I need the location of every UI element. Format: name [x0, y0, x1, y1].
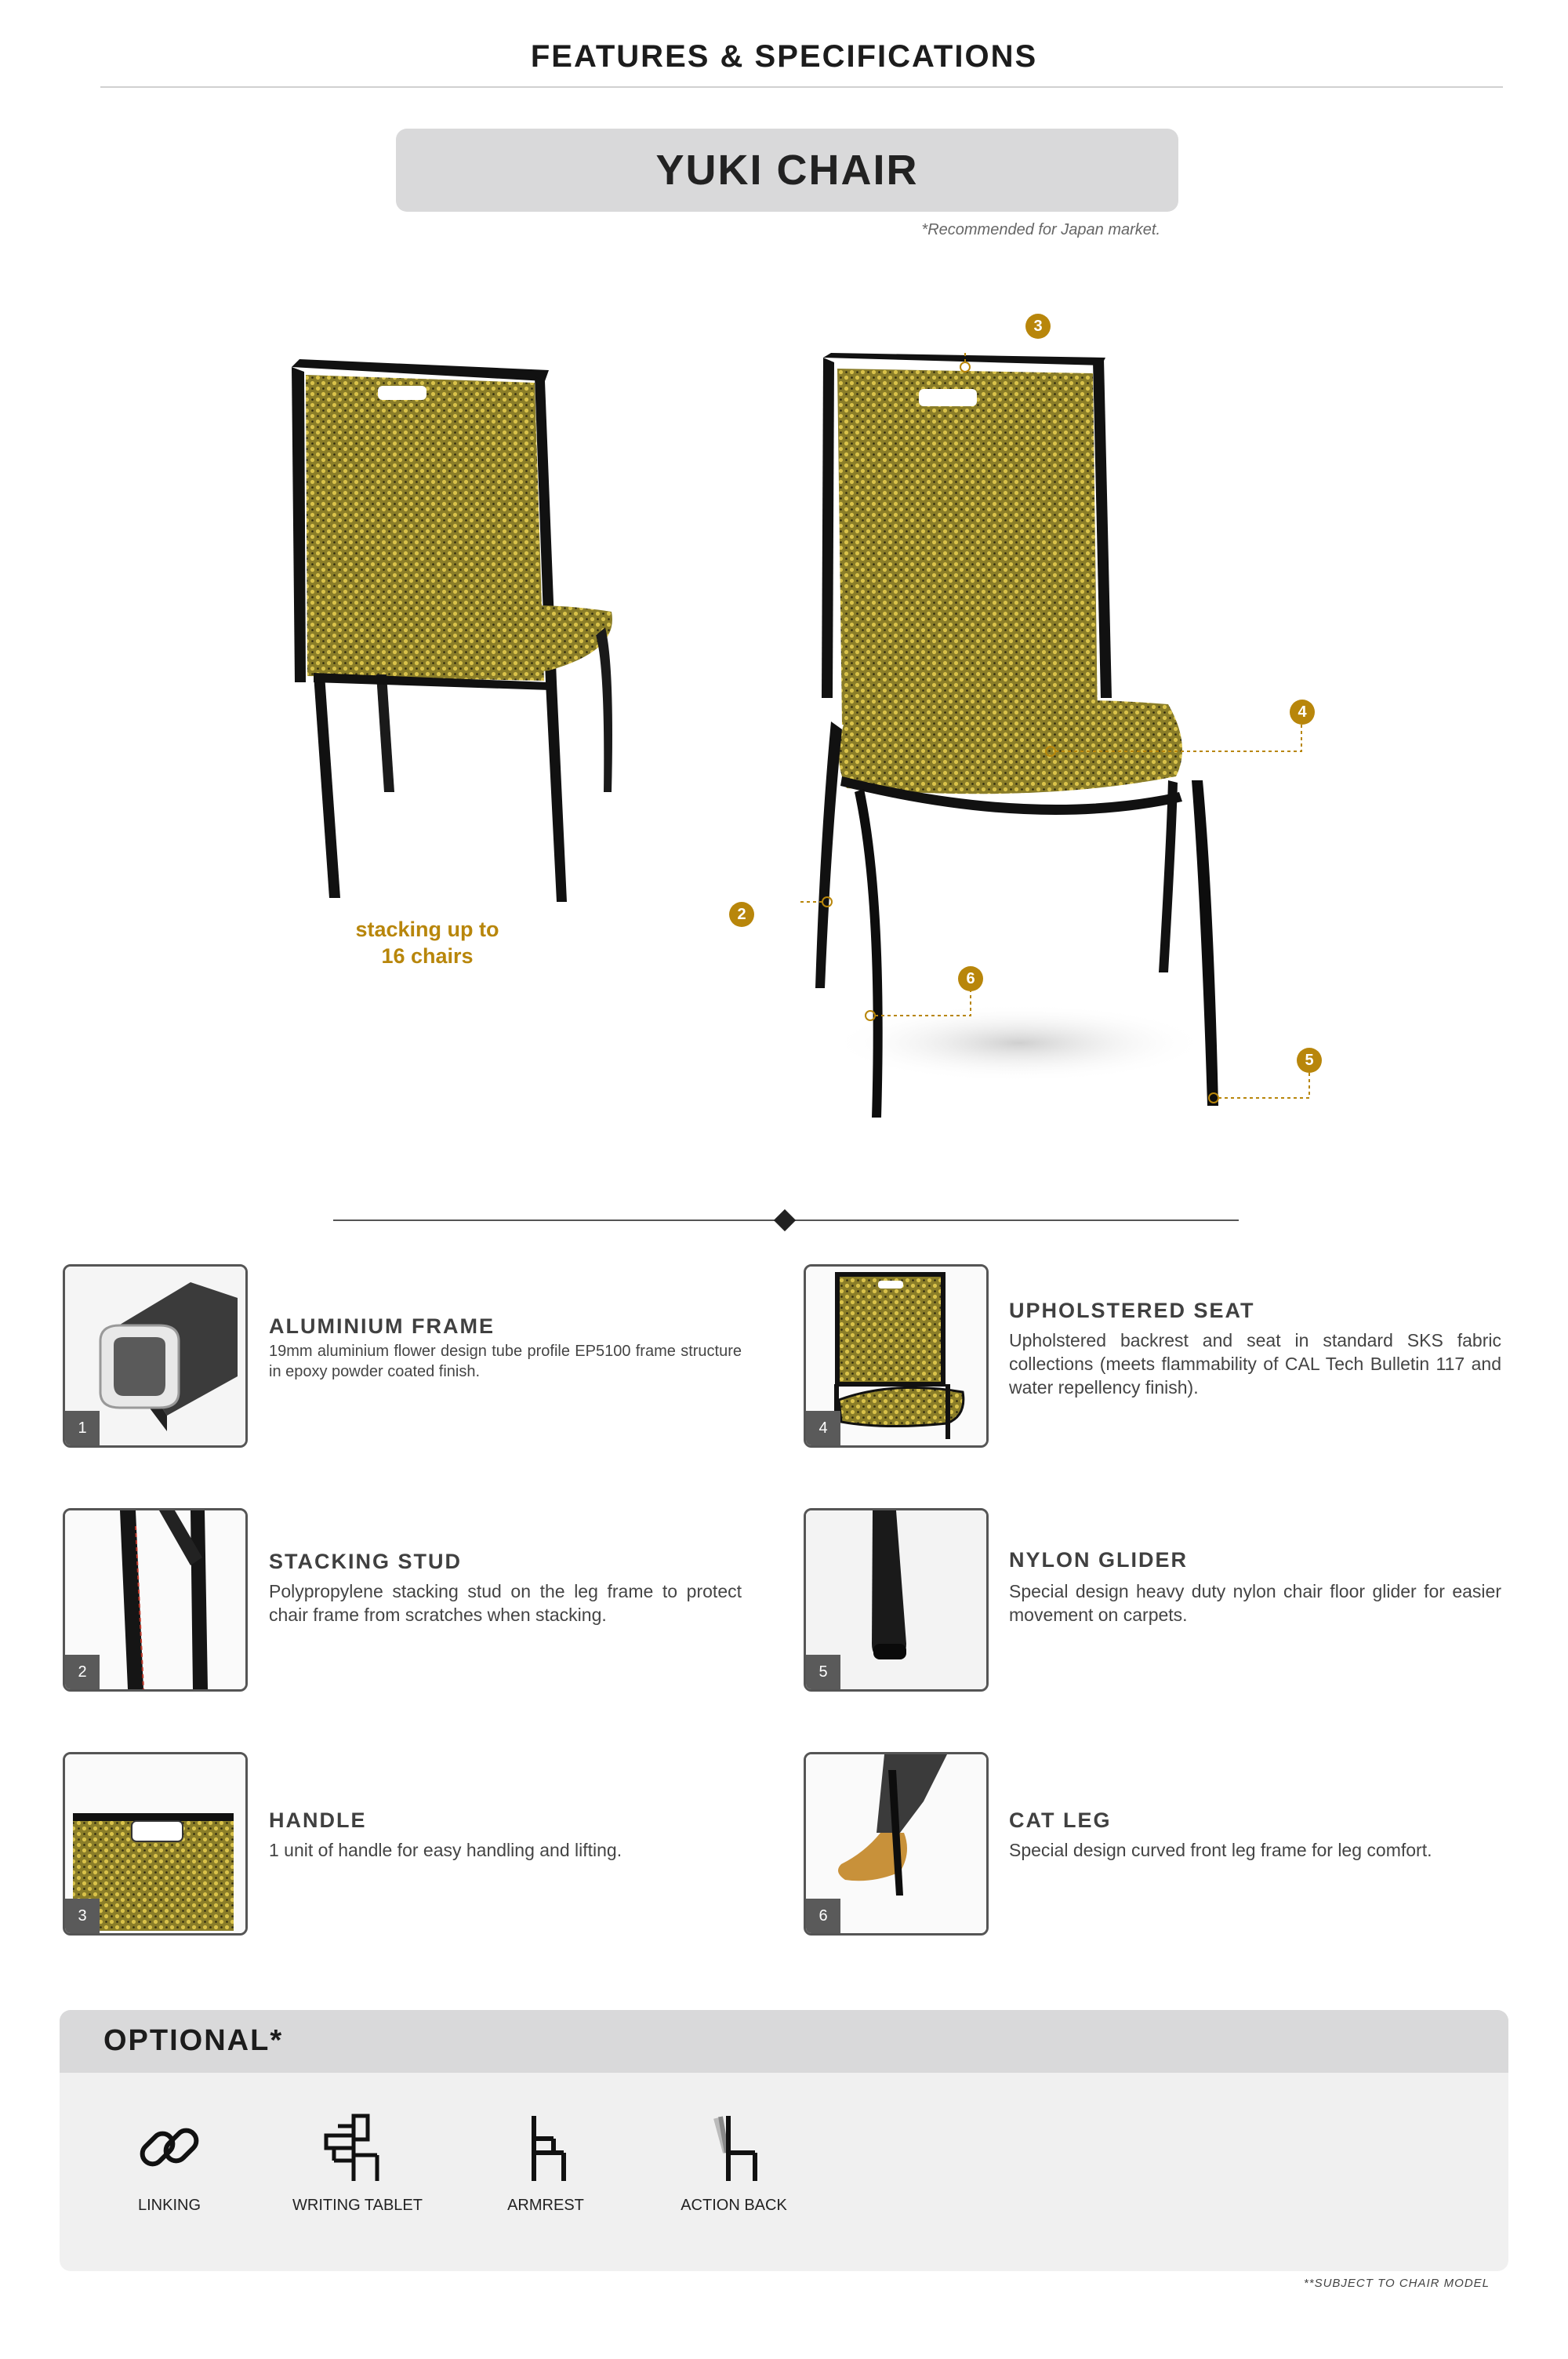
footnote: **SUBJECT TO CHAIR MODEL [1303, 2277, 1490, 2290]
callout-dot-3 [960, 362, 970, 372]
leg-back-left [314, 674, 340, 898]
feature-thumb-handle [63, 1752, 248, 1936]
feature-desc-handle: 1 unit of handle for easy handling and lifting. [269, 1840, 622, 1860]
armrest-icon [510, 2112, 581, 2183]
feature-title-handle: HANDLE [269, 1808, 367, 1832]
market-note: *Recommended for Japan market. [921, 221, 1160, 238]
divider-diamond-icon [774, 1209, 796, 1231]
feature-title-aluminium-frame: ALUMINIUM FRAME [269, 1314, 495, 1338]
feature-desc-aluminium-frame: 19mm aluminium flower design tube profile EP5100 frame structure in epoxy powder coated finish. [269, 1343, 742, 1380]
optional-item-action-back [648, 2112, 820, 2215]
feature-thumb-cat-leg [804, 1752, 989, 1936]
feature-title-upholstered-seat: UPHOLSTERED SEAT [1009, 1299, 1255, 1322]
feature-number-badge: 1 [65, 1411, 100, 1445]
leg-front-right [1192, 780, 1218, 1106]
back-frame-left [292, 367, 306, 682]
stacking-note-line2: 16 chairs [381, 944, 474, 968]
page-title: FEATURES & SPECIFICATIONS [530, 39, 1038, 74]
leg-front-left-cat [855, 789, 883, 1118]
feature-thumb-nylon-glider [804, 1508, 989, 1692]
stacking-note-line1: stacking up to [355, 918, 499, 941]
optional-title: OPTIONAL* [103, 2024, 284, 2057]
chair-front-view-illustration [800, 353, 1372, 1129]
stacking-note [314, 916, 541, 969]
feature-title-cat-leg: CAT LEG [1009, 1808, 1112, 1832]
feature-desc-cat-leg: Special design curved front leg frame for leg comfort. [1009, 1840, 1432, 1860]
feature-desc-nylon-glider: Special design heavy duty nylon chair floor glider for easier movement on carpets. [1009, 1581, 1501, 1625]
feature-desc-stacking-stud: Polypropylene stacking stud on the leg frame to protect chair frame from scratches when stacking. [269, 1581, 742, 1625]
feature-number-badge: 6 [806, 1899, 840, 1933]
feature-desc-upholstered-seat: Upholstered backrest and seat in standard SKS fabric collections (meets flammability of CAL Tech Bulletin 117 and water repellency finish). [1009, 1330, 1501, 1398]
action-back-icon [699, 2112, 769, 2183]
callout-badge-5: 5 [1297, 1048, 1322, 1073]
optional-header [60, 2010, 1508, 2073]
leg-front-right [596, 627, 612, 792]
feature-number-badge: 2 [65, 1655, 100, 1689]
product-name-banner: YUKI CHAIR [396, 129, 1178, 212]
feature-thumb-upholstered-seat [804, 1264, 989, 1448]
feature-title-nylon-glider: NYLON GLIDER [1009, 1548, 1189, 1572]
leg-back-right [546, 682, 567, 902]
leg-rear-right [1159, 780, 1178, 972]
callout-line-5 [1218, 1070, 1309, 1098]
optional-item-writing-tablet [271, 2112, 444, 2215]
optional-item-armrest [459, 2112, 632, 2215]
leg-rear-left [815, 722, 842, 988]
chair-back-view-illustration [282, 353, 643, 918]
feature-number-badge: 3 [65, 1899, 100, 1933]
back-handle-cutout [378, 386, 426, 400]
callout-badge-4: 4 [1290, 700, 1315, 725]
optional-label-armrest: ARMREST [507, 2197, 584, 2214]
title-divider [100, 86, 1503, 88]
feature-thumb-stacking-stud [63, 1508, 248, 1692]
feature-number-badge: 5 [806, 1655, 840, 1689]
callout-badge-3: 3 [1025, 314, 1051, 339]
feature-number-badge: 4 [806, 1411, 840, 1445]
front-handle-cutout [919, 389, 977, 406]
optional-item-linking [83, 2112, 256, 2215]
feature-title-stacking-stud: STACKING STUD [269, 1550, 462, 1573]
front-back-fabric [837, 369, 1098, 725]
optional-label-writing-tablet: WRITING TABLET [292, 2197, 423, 2214]
optional-label-linking: LINKING [137, 2197, 201, 2214]
leg-front-left [376, 674, 394, 792]
callout-badge-6: 6 [958, 966, 983, 991]
front-frame-left [822, 358, 834, 698]
feature-thumb-aluminium-frame [63, 1264, 248, 1448]
callout-badge-2: 2 [729, 902, 754, 927]
link-icon [134, 2112, 205, 2183]
writing-tablet-icon [322, 2112, 393, 2183]
optional-panel [60, 2010, 1508, 2271]
optional-label-action-back: ACTION BACK [681, 2197, 787, 2214]
